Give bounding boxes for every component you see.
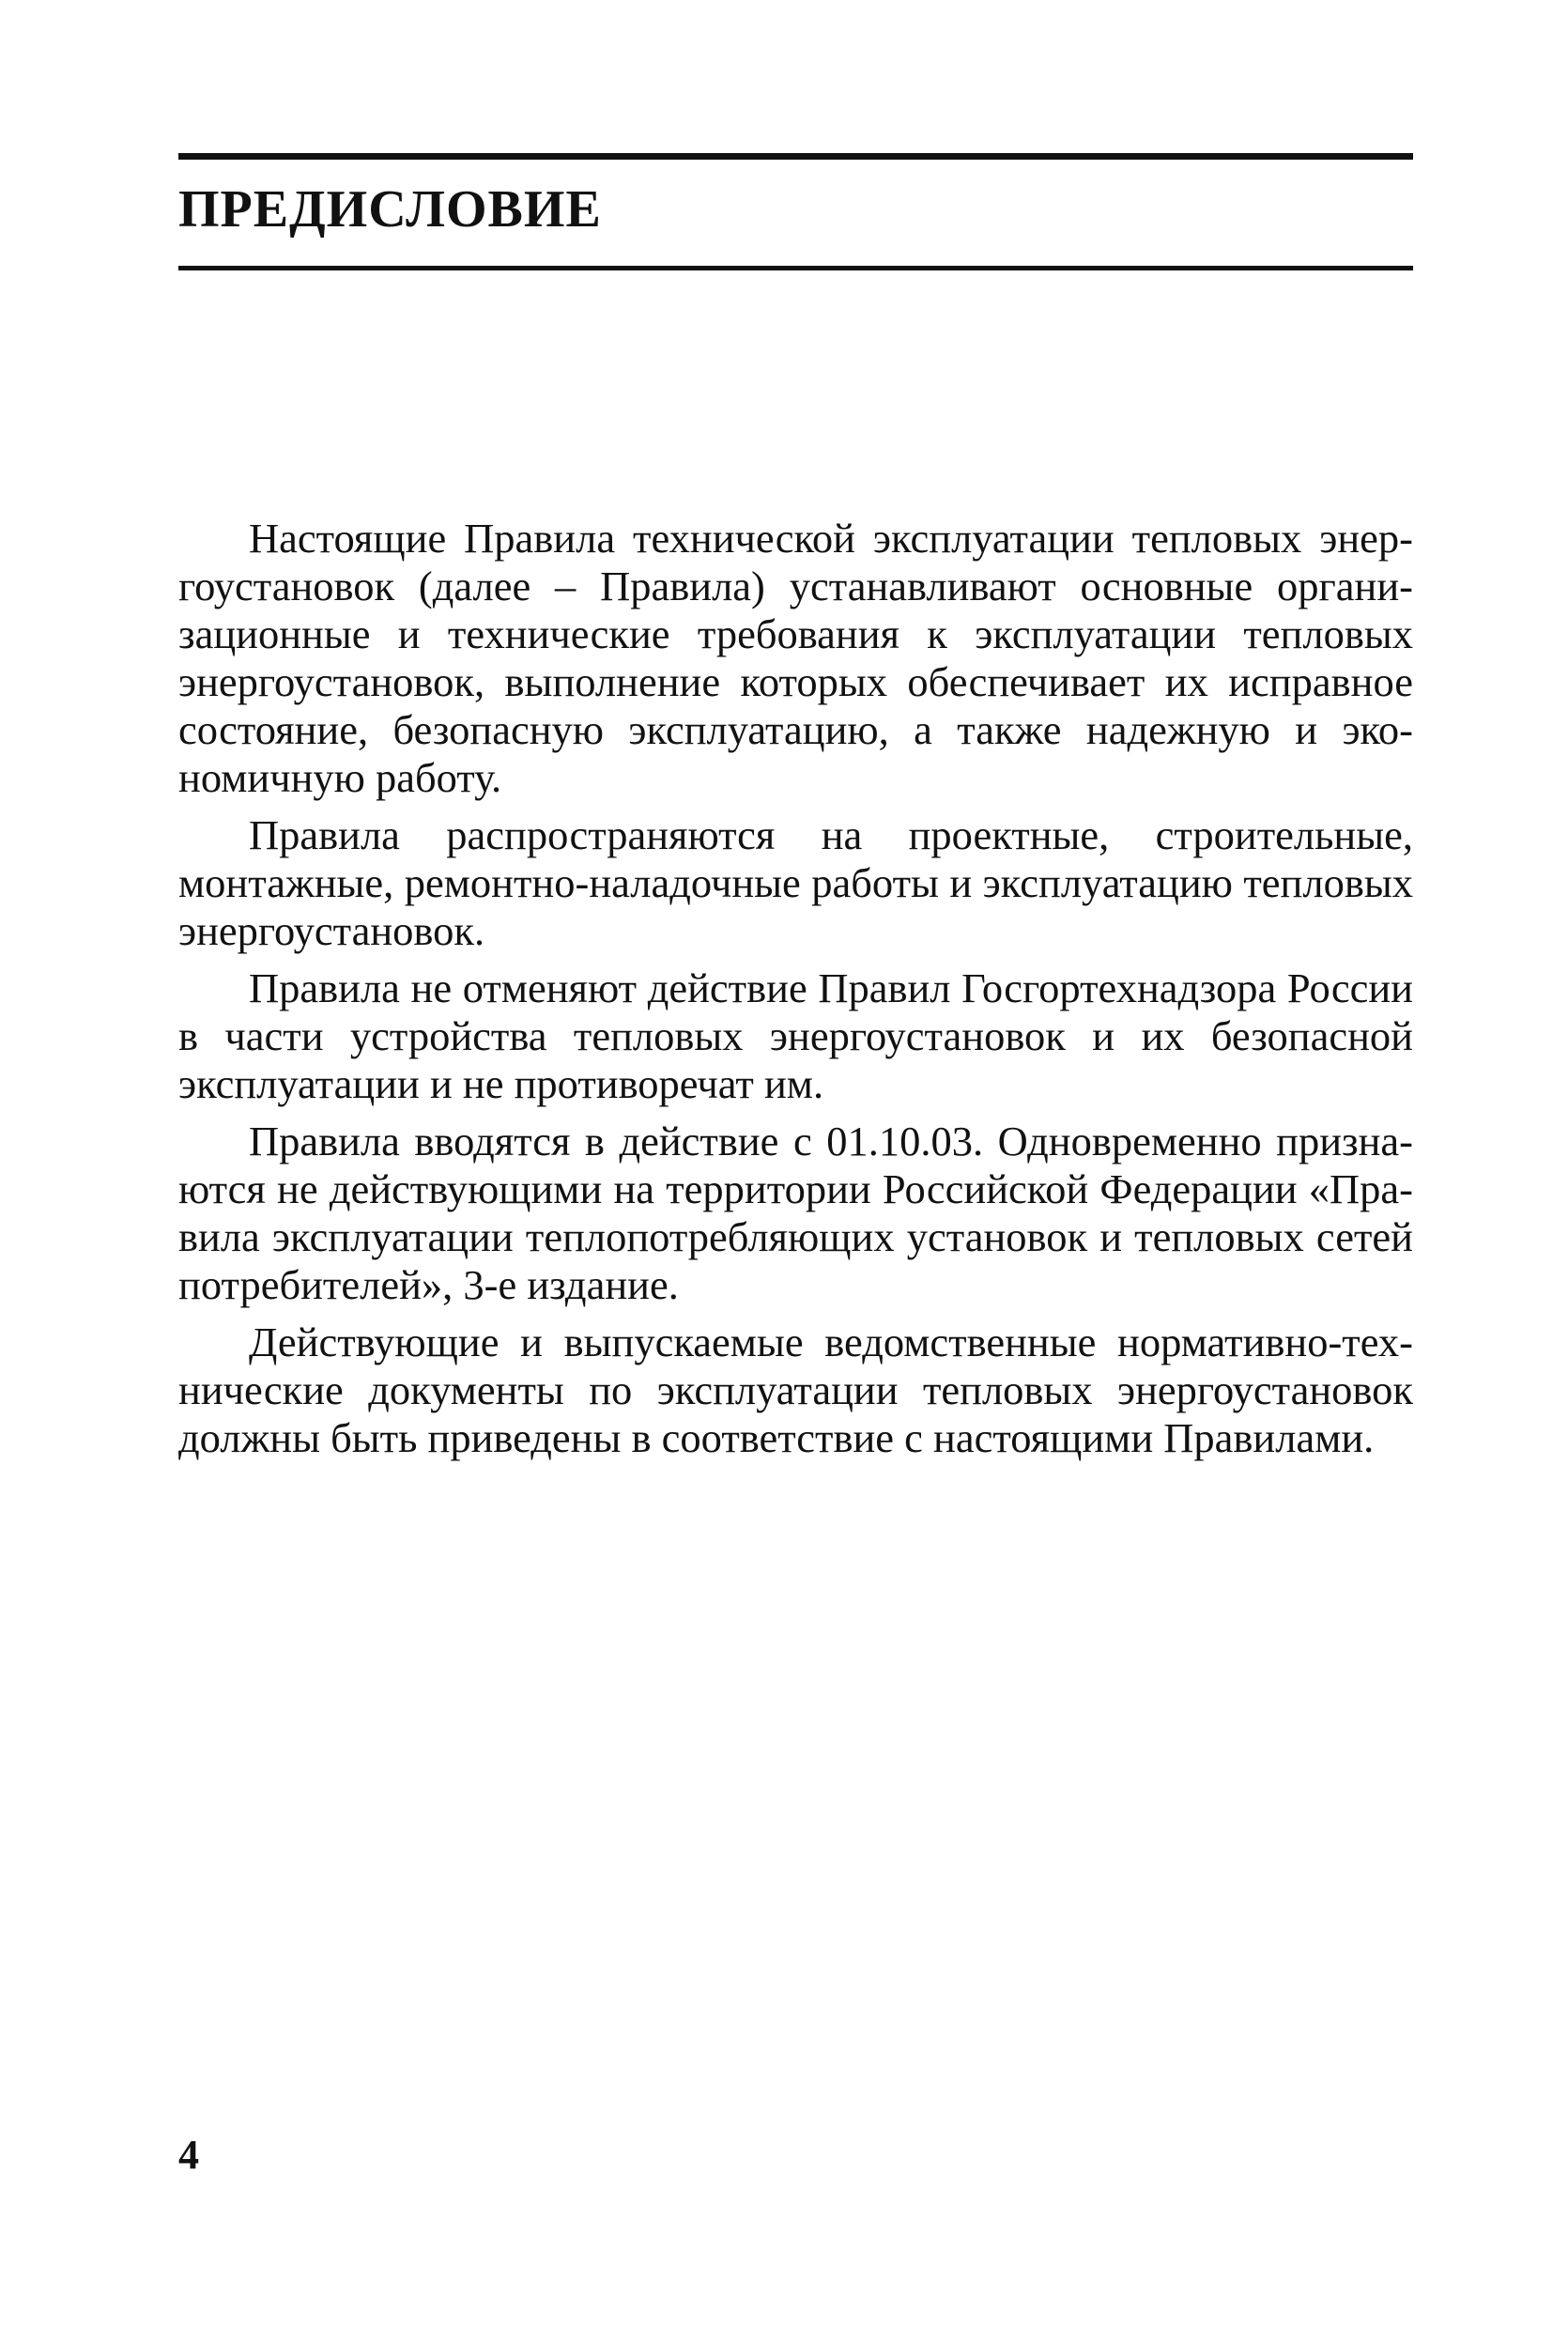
- page-title: ПРЕДИСЛОВИЕ: [178, 180, 602, 239]
- paragraph-effective-date: Правила вводятся в действие с 01.10.03. Одновременно признаются не действующими на территории Российской Федерации «Правила эксплуатации теплопотребляющих установок и тепловых сетей потребителей», 3-е издание.: [178, 1118, 1413, 1308]
- paragraph-gosgortekhnadzor: Правила не отменяют действие Правил Госгортехнадзора России в части устройства тепловых энергоустановок и их безопасной эксплуатации и не противоречат им.: [178, 964, 1413, 1107]
- paragraph-applicability: Правила распространяются на проектные, строительные, монтажные, ремонтно-наладочные работы и эксплуатацию тепловых энергоустановок.: [178, 811, 1413, 954]
- heading-bottom-rule: [178, 266, 1413, 270]
- heading-top-rule: [178, 153, 1413, 160]
- preface-body: [178, 515, 1413, 1472]
- paragraph-normative-documents: Действующие и выпускаемые ведомственные нормативно-технические документы по эксплуатации тепловых энергоустановок должны быть приведены в соответствие с настоящими Правилами.: [178, 1318, 1413, 1461]
- page-number: 4: [178, 2132, 199, 2178]
- paragraph-scope: Настоящие Правила технической эксплуатации тепловых энергоустановок (далее – Правила) устанавливают основные организационные и технические требования к эксплуатации тепловых энергоустановок, выполнение которых обеспечивает их исправное состояние, безопасную эксплуатацию, а также надежную и экономичную работу.: [178, 515, 1413, 801]
